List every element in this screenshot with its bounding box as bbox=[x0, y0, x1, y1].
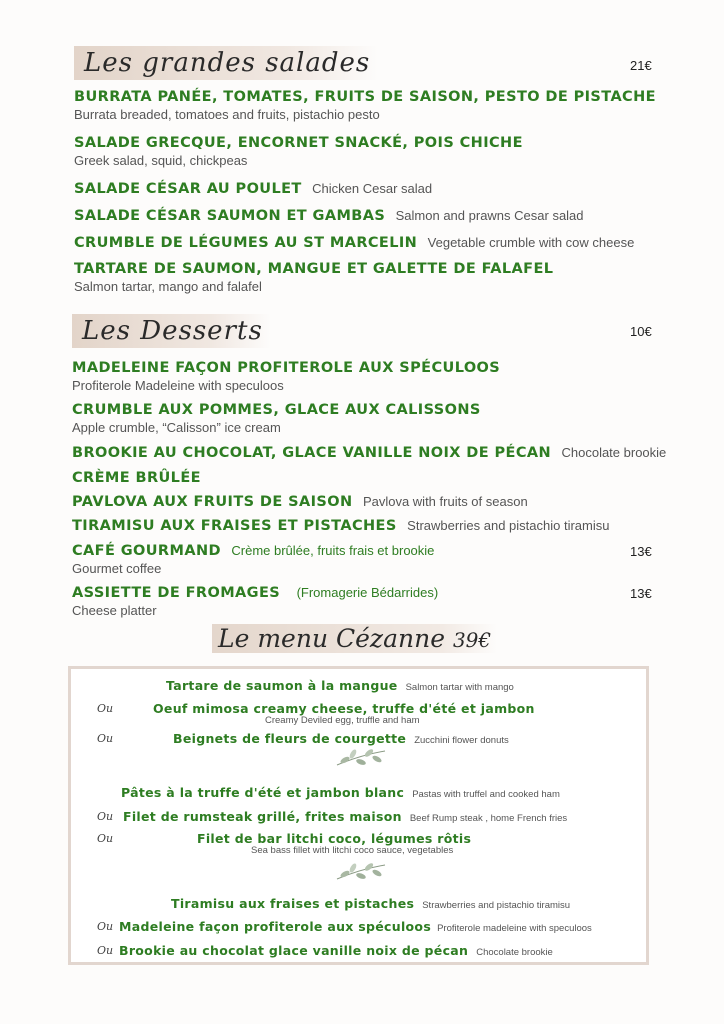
salade-item: TARTARE DE SAUMON, MANGUE ET GALETTE DE FALAFEL Salmon tartar, mango and falafel bbox=[74, 261, 554, 294]
salade-item: BURRATA PANÉE, TOMATES, FRUITS DE SAISON, PESTO DE PISTACHE Burrata breaded, tomatoes and fruits, pistachio pesto bbox=[74, 89, 656, 122]
desserts-price: 10€ bbox=[630, 324, 652, 339]
menu-entree: Beignets de fleurs de courgette Zucchini flower donuts bbox=[173, 731, 509, 746]
menu-dessert: Brookie au chocolat glace vanille noix de pécan Chocolate brookie bbox=[119, 943, 553, 958]
menu-plat: Pâtes à la truffe d'été et jambon blanc Pastas with truffel and cooked ham bbox=[121, 785, 560, 800]
salade-item: SALADE CÉSAR SAUMON ET GAMBAS Salmon and prawns Cesar salad bbox=[74, 208, 584, 224]
dessert-item: CRÈME BRÛLÉE bbox=[72, 470, 201, 486]
menu-plat-en: Sea bass fillet with litchi coco sauce, vegetables bbox=[251, 845, 454, 856]
dessert-item: CRUMBLE AUX POMMES, GLACE AUX CALISSONS Apple crumble, “Calisson” ice cream bbox=[72, 402, 481, 435]
ou-label: Ou bbox=[97, 732, 114, 745]
fromages-price: 13€ bbox=[630, 586, 652, 601]
dessert-item: MADELEINE FAÇON PROFITEROLE AUX SPÉCULOOS Profiterole Madeleine with speculoos bbox=[72, 360, 501, 393]
salades-price: 21€ bbox=[630, 58, 652, 73]
leaf-divider-icon bbox=[333, 859, 389, 885]
menu-dessert: Tiramisu aux fraises et pistaches Strawberries and pistachio tiramisu bbox=[171, 896, 571, 911]
menu-entree: Oeuf mimosa creamy cheese, truffe d'été et jambon bbox=[153, 701, 535, 716]
cafe-gourmand-price: 13€ bbox=[630, 544, 652, 559]
menu-entree: Tartare de saumon à la mangue Salmon tartar with mango bbox=[166, 678, 514, 693]
ou-label: Ou bbox=[97, 810, 114, 823]
menu-dessert: Madeleine façon profiterole aux spéculoos Profiterole madeleine with speculoos bbox=[119, 919, 592, 934]
desserts-title: Les Desserts bbox=[72, 314, 271, 348]
salade-item: CRUMBLE DE LÉGUMES AU ST MARCELIN Vegetable crumble with cow cheese bbox=[74, 235, 635, 251]
dessert-item: BROOKIE AU CHOCOLAT, GLACE VANILLE NOIX DE PÉCAN Chocolate brookie bbox=[72, 445, 667, 461]
menu-title: Le menu Cézanne 39€ bbox=[212, 624, 497, 653]
ou-label: Ou bbox=[97, 944, 114, 957]
salade-item: SALADE GRECQUE, ENCORNET SNACKÉ, POIS CHICHE Greek salad, squid, chickpeas bbox=[74, 135, 523, 168]
ou-label: Ou bbox=[97, 832, 114, 845]
menu-price: 39€ bbox=[452, 628, 492, 652]
dessert-item: PAVLOVA AUX FRUITS DE SAISON Pavlova with fruits of season bbox=[72, 494, 528, 510]
salade-item: SALADE CÉSAR AU POULET Chicken Cesar salad bbox=[74, 181, 433, 197]
menu-plat: Filet de rumsteak grillé, frites maison Beef Rump steak , home French fries bbox=[123, 809, 568, 824]
ou-label: Ou bbox=[97, 920, 114, 933]
leaf-divider-icon bbox=[333, 745, 389, 771]
menu-cezanne-box bbox=[68, 666, 649, 965]
ou-label: Ou bbox=[97, 702, 114, 715]
menu-entree-en: Creamy Deviled egg, truffle and ham bbox=[265, 715, 420, 726]
dessert-item: CAFÉ GOURMAND Crème brûlée, fruits frais et brookie Gourmet coffee bbox=[72, 543, 435, 576]
salades-title: Les grandes salades bbox=[74, 46, 378, 80]
dessert-item: ASSIETTE DE FROMAGES (Fromagerie Bédarrides) Cheese platter bbox=[72, 585, 439, 618]
menu-plat: Filet de bar litchi coco, légumes rôtis bbox=[197, 831, 472, 846]
dessert-item: TIRAMISU AUX FRAISES ET PISTACHES Strawberries and pistachio tiramisu bbox=[72, 518, 610, 534]
